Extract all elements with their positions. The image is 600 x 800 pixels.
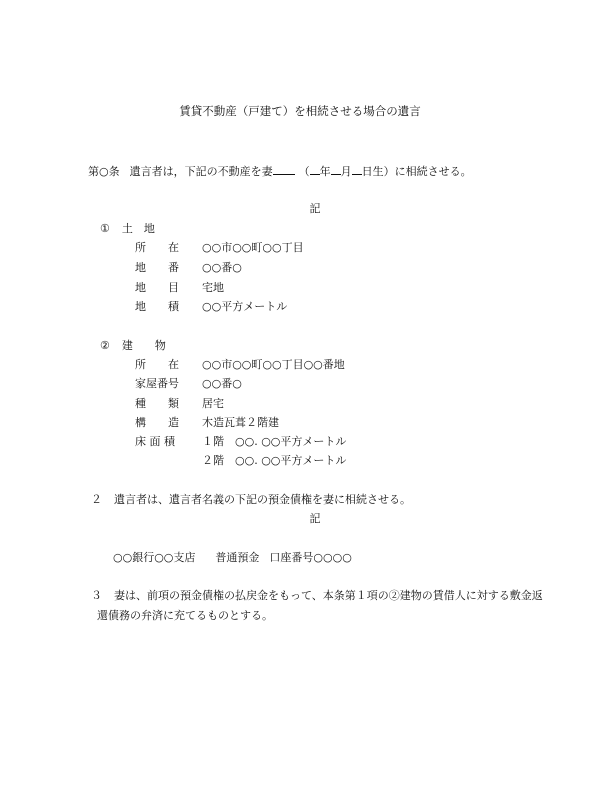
building-label-house-number: 家屋番号 [135, 377, 179, 390]
building-value-floor-1: １階 ○○. ○○平方メートル [202, 435, 347, 448]
month-blank [331, 164, 341, 175]
building-value-structure: 木造瓦葺２階建 [202, 416, 279, 429]
year-label: 年 [319, 165, 331, 178]
ki-heading-1: 記 [309, 202, 321, 215]
building-value-type: 居宅 [202, 397, 224, 410]
building-label-location: 所 在 [135, 358, 179, 371]
building-label-floor-area: 床 面 積 [135, 435, 175, 448]
land-heading-text: 土 地 [121, 222, 155, 235]
land-value-location: ○○市○○町○○丁目 [202, 241, 304, 254]
building-heading-text: 建 物 [121, 339, 166, 352]
land-label-lot-number: 地 番 [135, 261, 179, 274]
account-type: 普通預金 [215, 551, 260, 564]
building-label-type: 種 類 [135, 397, 179, 410]
land-value-category: 宅地 [202, 281, 224, 294]
article-number: 第○条 [88, 165, 120, 178]
building-value-location: ○○市○○町○○丁目○○番地 [202, 358, 345, 371]
article-3-number: ３ [91, 589, 102, 602]
article-2-line [91, 494, 411, 505]
paren-open: （ [298, 165, 310, 178]
article-3-line-1 [91, 590, 543, 601]
article-2-number: ２ [91, 493, 102, 506]
article-3-text-1: 妻は、前項の預金債権の払戻金をもって、本条第１項の②建物の賃借人に対する敷金返 [114, 589, 543, 602]
land-label-area: 地 積 [135, 300, 179, 313]
building-label-structure: 構 造 [135, 416, 179, 429]
article-1-text: 遺言者は，下記の不動産を妻 [129, 165, 273, 178]
ki-heading-2: 記 [309, 512, 321, 525]
account-number: 口座番号○○○○ [269, 551, 352, 564]
article-2-text: 遺言者は、遺言者名義の下記の預金債権を妻に相続させる。 [114, 493, 411, 506]
day-blank [352, 164, 362, 175]
article-3-line-2: 還債務の弁済に充てるものとする。 [97, 609, 273, 622]
land-value-lot-number: ○○番○ [202, 261, 242, 274]
land-number: ① [100, 222, 110, 235]
land-label-location: 所 在 [135, 241, 179, 254]
building-value-floor-2: ２階 ○○. ○○平方メートル [202, 454, 347, 467]
month-label: 月 [340, 165, 352, 178]
bank-branch: ○○銀行○○支店 [113, 551, 196, 564]
building-number: ② [100, 339, 110, 352]
article-1-line [88, 164, 472, 177]
land-value-area: ○○平方メートル [202, 300, 288, 313]
day-born-text: 日生）に相続させる。 [361, 165, 472, 178]
building-heading [100, 340, 166, 351]
bank-account-line [113, 552, 352, 563]
land-heading [100, 223, 155, 234]
spouse-name-blank [273, 164, 295, 175]
land-label-category: 地 目 [135, 281, 179, 294]
building-value-house-number: ○○番○ [202, 377, 242, 390]
document-title: 賃貸不動産（戸建て）を相続させる場合の遺言 [179, 104, 421, 118]
year-blank [310, 164, 320, 175]
